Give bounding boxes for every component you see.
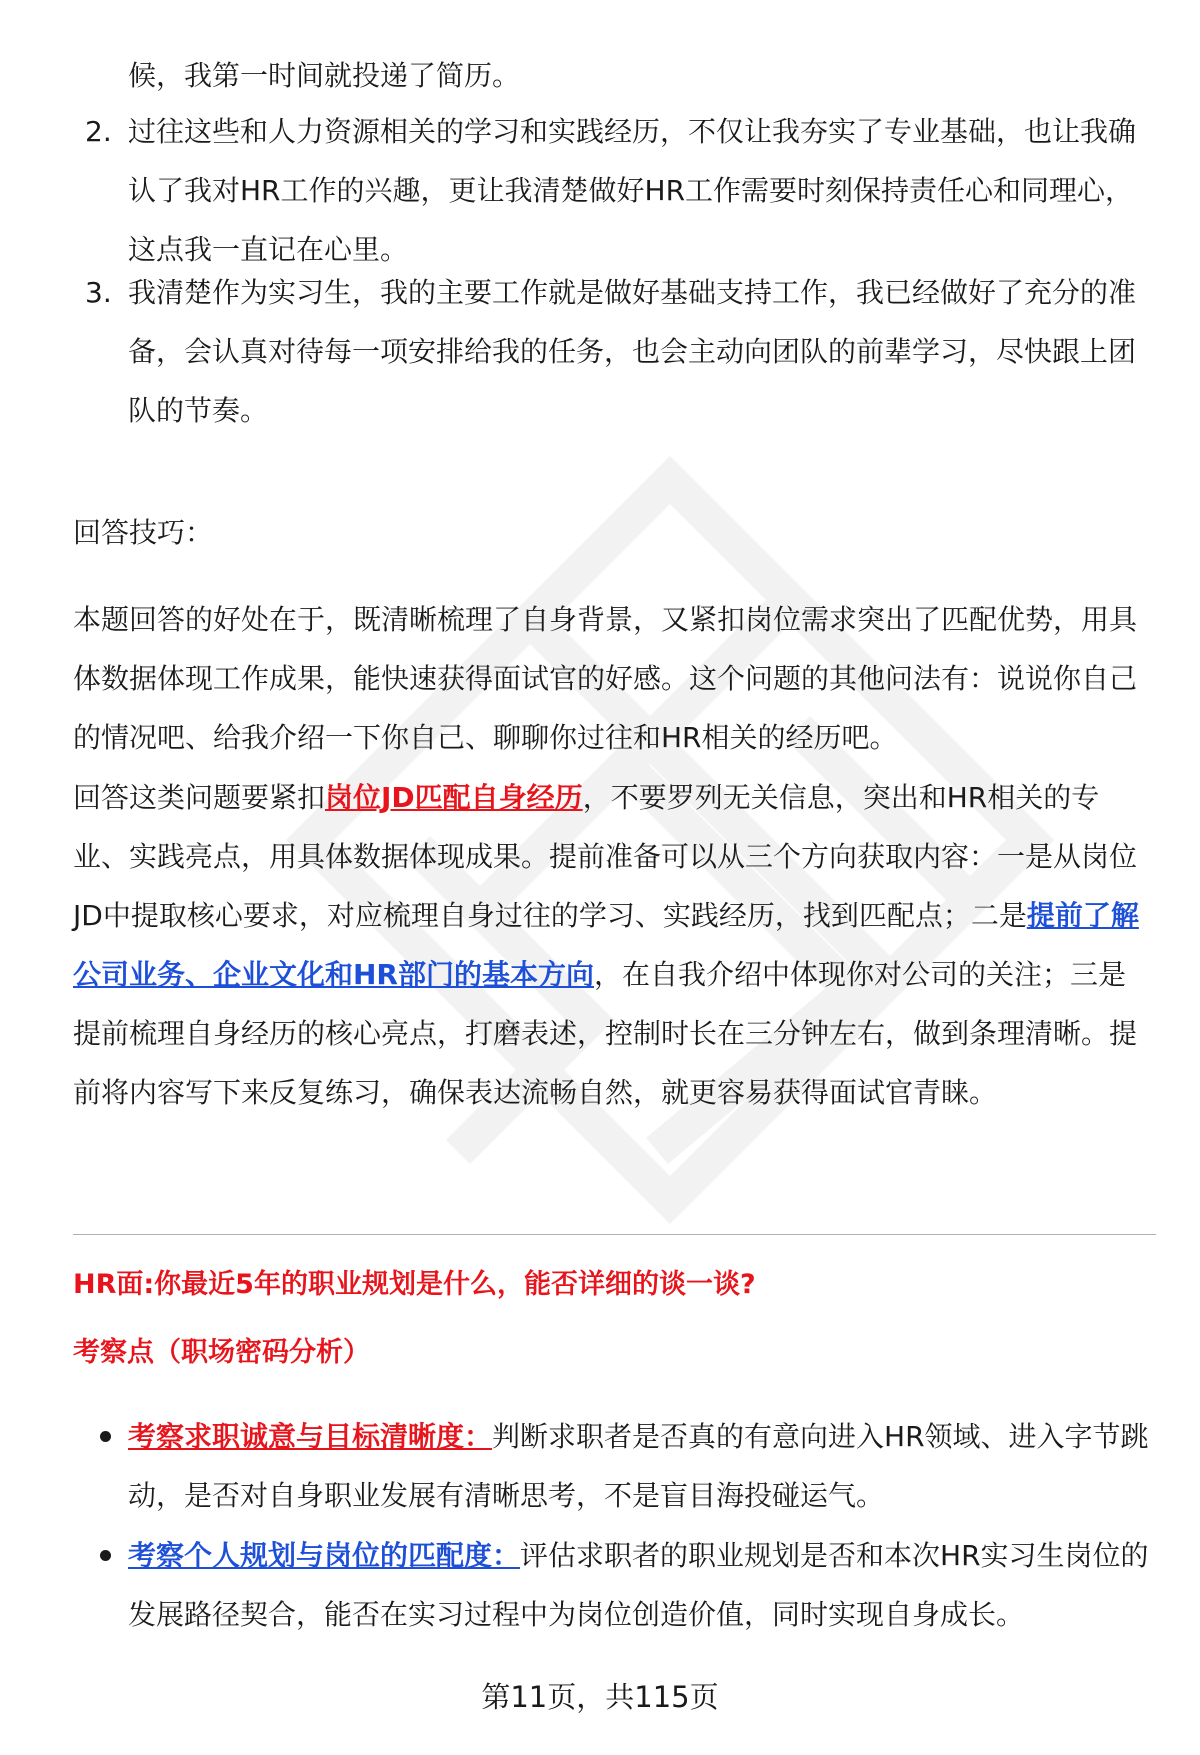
list-item-1-continuation: 候，我第一时间就投递了简历。 bbox=[128, 59, 521, 92]
bullet-item-1 bbox=[128, 1407, 1153, 1525]
bullet-item-2 bbox=[128, 1526, 1153, 1644]
bullet-dot-2 bbox=[100, 1550, 111, 1561]
bullet-1-text: 判断求职者是否真的有意向进入HR领域、进入字节跳动，是否对自身职业发展有清晰思考，不是盲目海投碰运气。 bbox=[128, 1420, 1149, 1512]
bullet-1-label: 考察求职诚意与目标清晰度： bbox=[128, 1420, 493, 1453]
bullet-2-label: 考察个人规划与岗位的匹配度： bbox=[128, 1539, 521, 1572]
list-number-2: 2. bbox=[85, 115, 112, 148]
page-footer: 第11页，共115页 bbox=[481, 1680, 719, 1714]
question-heading: HR面:你最近5年的职业规划是什么，能否详细的谈一谈? bbox=[73, 1269, 756, 1300]
tips-p2-after: ，在自我介绍中体现你对公司的关注；三是提前梳理自身经历的核心亮点，打磨表述，控制时长在三分钟左右，做到条理清晰。提前将内容写下来反复练习，确保表达流畅自然，就更容易获得面试官青睐。 bbox=[73, 958, 1138, 1109]
tips-p2-before: 回答这类问题要紧扣 bbox=[73, 781, 326, 814]
tips-p2-middle: ，不要罗列无关信息，突出和HR相关的专业、实践亮点，用具体数据体现成果。提前准备可以从三个方向获取内容：一是从岗位JD中提取核心要求，对应梳理自身过往的学习、实践经历，找到匹配点；二是 bbox=[73, 781, 1138, 932]
bullet-dot-1 bbox=[100, 1431, 111, 1442]
list-number-3: 3. bbox=[85, 276, 112, 309]
analysis-heading: 考察点（职场密码分析） bbox=[73, 1337, 370, 1368]
section-divider bbox=[73, 1234, 1156, 1235]
highlight-company-research: 提前了解公司业务、企业文化和HR部门的基本方向 bbox=[73, 899, 1139, 991]
list-item-2: 过往这些和人力资源相关的学习和实践经历，不仅让我夯实了专业基础，也让我确认了我对HR工作的兴趣，更让我清楚做好HR工作需要时刻保持责任心和同理心，这点我一直记在心里。 bbox=[128, 115, 1137, 266]
list-item-3: 我清楚作为实习生，我的主要工作就是做好基础支持工作，我已经做好了充分的准备，会认真对待每一项安排给我的任务，也会主动向团队的前辈学习，尽快跟上团队的节奏。 bbox=[128, 276, 1137, 427]
tips-label: 回答技巧： bbox=[73, 516, 214, 549]
tips-paragraph-2 bbox=[73, 768, 1153, 1122]
bullet-2-text: 评估求职者的职业规划是否和本次HR实习生岗位的发展路径契合，能否在实习过程中为岗位创造价值，同时实现自身成长。 bbox=[128, 1539, 1149, 1631]
highlight-jd-match: 岗位JD匹配自身经历 bbox=[325, 781, 583, 814]
tips-paragraph-1: 本题回答的好处在于，既清晰梳理了自身背景，又紧扣岗位需求突出了匹配优势，用具体数据体现工作成果，能快速获得面试官的好感。这个问题的其他问法有：说说你自己的情况吧、给我介绍一下你自己、聊聊你过往和HR相关的经历吧。 bbox=[73, 603, 1138, 754]
